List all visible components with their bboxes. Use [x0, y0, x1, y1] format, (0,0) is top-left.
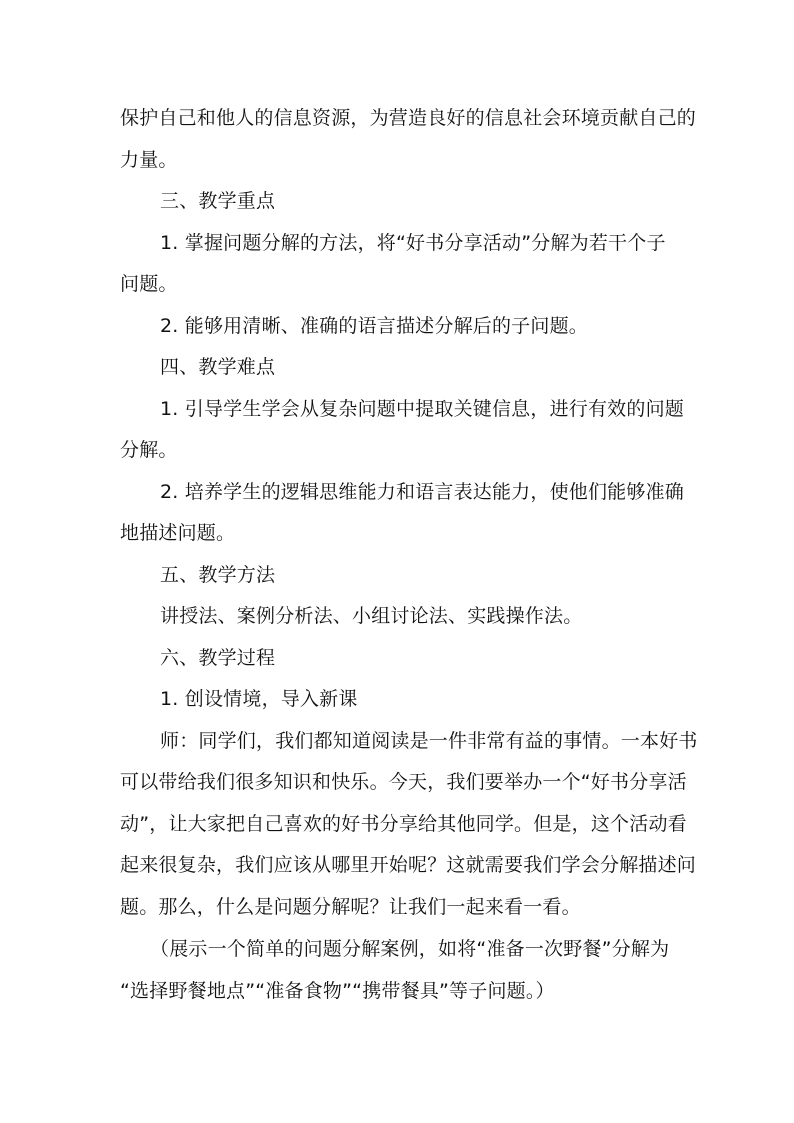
list-item: 1. 掌握问题分解的方法，将“好书分享活动”分解为若干个子: [160, 232, 666, 254]
subheading: 1. 创设情境，导入新课: [160, 688, 358, 710]
section-heading: 六、教学过程: [160, 647, 276, 669]
list-item-continuation: 问题。: [120, 273, 178, 295]
paragraph-line: 可以带给我们很多知识和快乐。今天，我们要举办一个“好书分享活: [120, 771, 687, 793]
section-heading: 五、教学方法: [160, 564, 276, 586]
section-heading: 四、教学难点: [160, 356, 276, 378]
paragraph-line: 起来很复杂，我们应该从哪里开始呢？这就需要我们学会分解描述问: [120, 854, 697, 876]
section-heading: 三、教学重点: [160, 190, 276, 212]
paragraph-line: 力量。: [120, 149, 178, 171]
paragraph-line: 动”，让大家把自己喜欢的好书分享给其他同学。但是，这个活动看: [120, 813, 687, 835]
list-item: 1. 引导学生学会从复杂问题中提取关键信息，进行有效的问题: [160, 398, 684, 420]
list-item: 2. 能够用清晰、准确的语言描述分解后的子问题。: [160, 315, 588, 337]
list-item-continuation: 地描述问题。: [120, 522, 236, 544]
list-item-continuation: 分解。: [120, 439, 178, 461]
example-note-line: “选择野餐地点”“准备食物”“携带餐具”等子问题。）: [120, 980, 555, 1002]
paragraph-line: 讲授法、案例分析法、小组讨论法、实践操作法。: [160, 605, 583, 627]
paragraph-line: 题。那么，什么是问题分解呢？让我们一起来看一看。: [120, 896, 581, 918]
paragraph-line: 师：同学们，我们都知道阅读是一件非常有益的事情。一本好书: [160, 730, 698, 752]
example-note-line: （展示一个简单的问题分解案例，如将“准备一次野餐”分解为: [150, 938, 670, 960]
paragraph-line: 保护自己和他人的信息资源，为营造良好的信息社会环境贡献自己的: [120, 107, 697, 129]
list-item: 2. 培养学生的逻辑思维能力和语言表达能力，使他们能够准确: [160, 481, 684, 503]
